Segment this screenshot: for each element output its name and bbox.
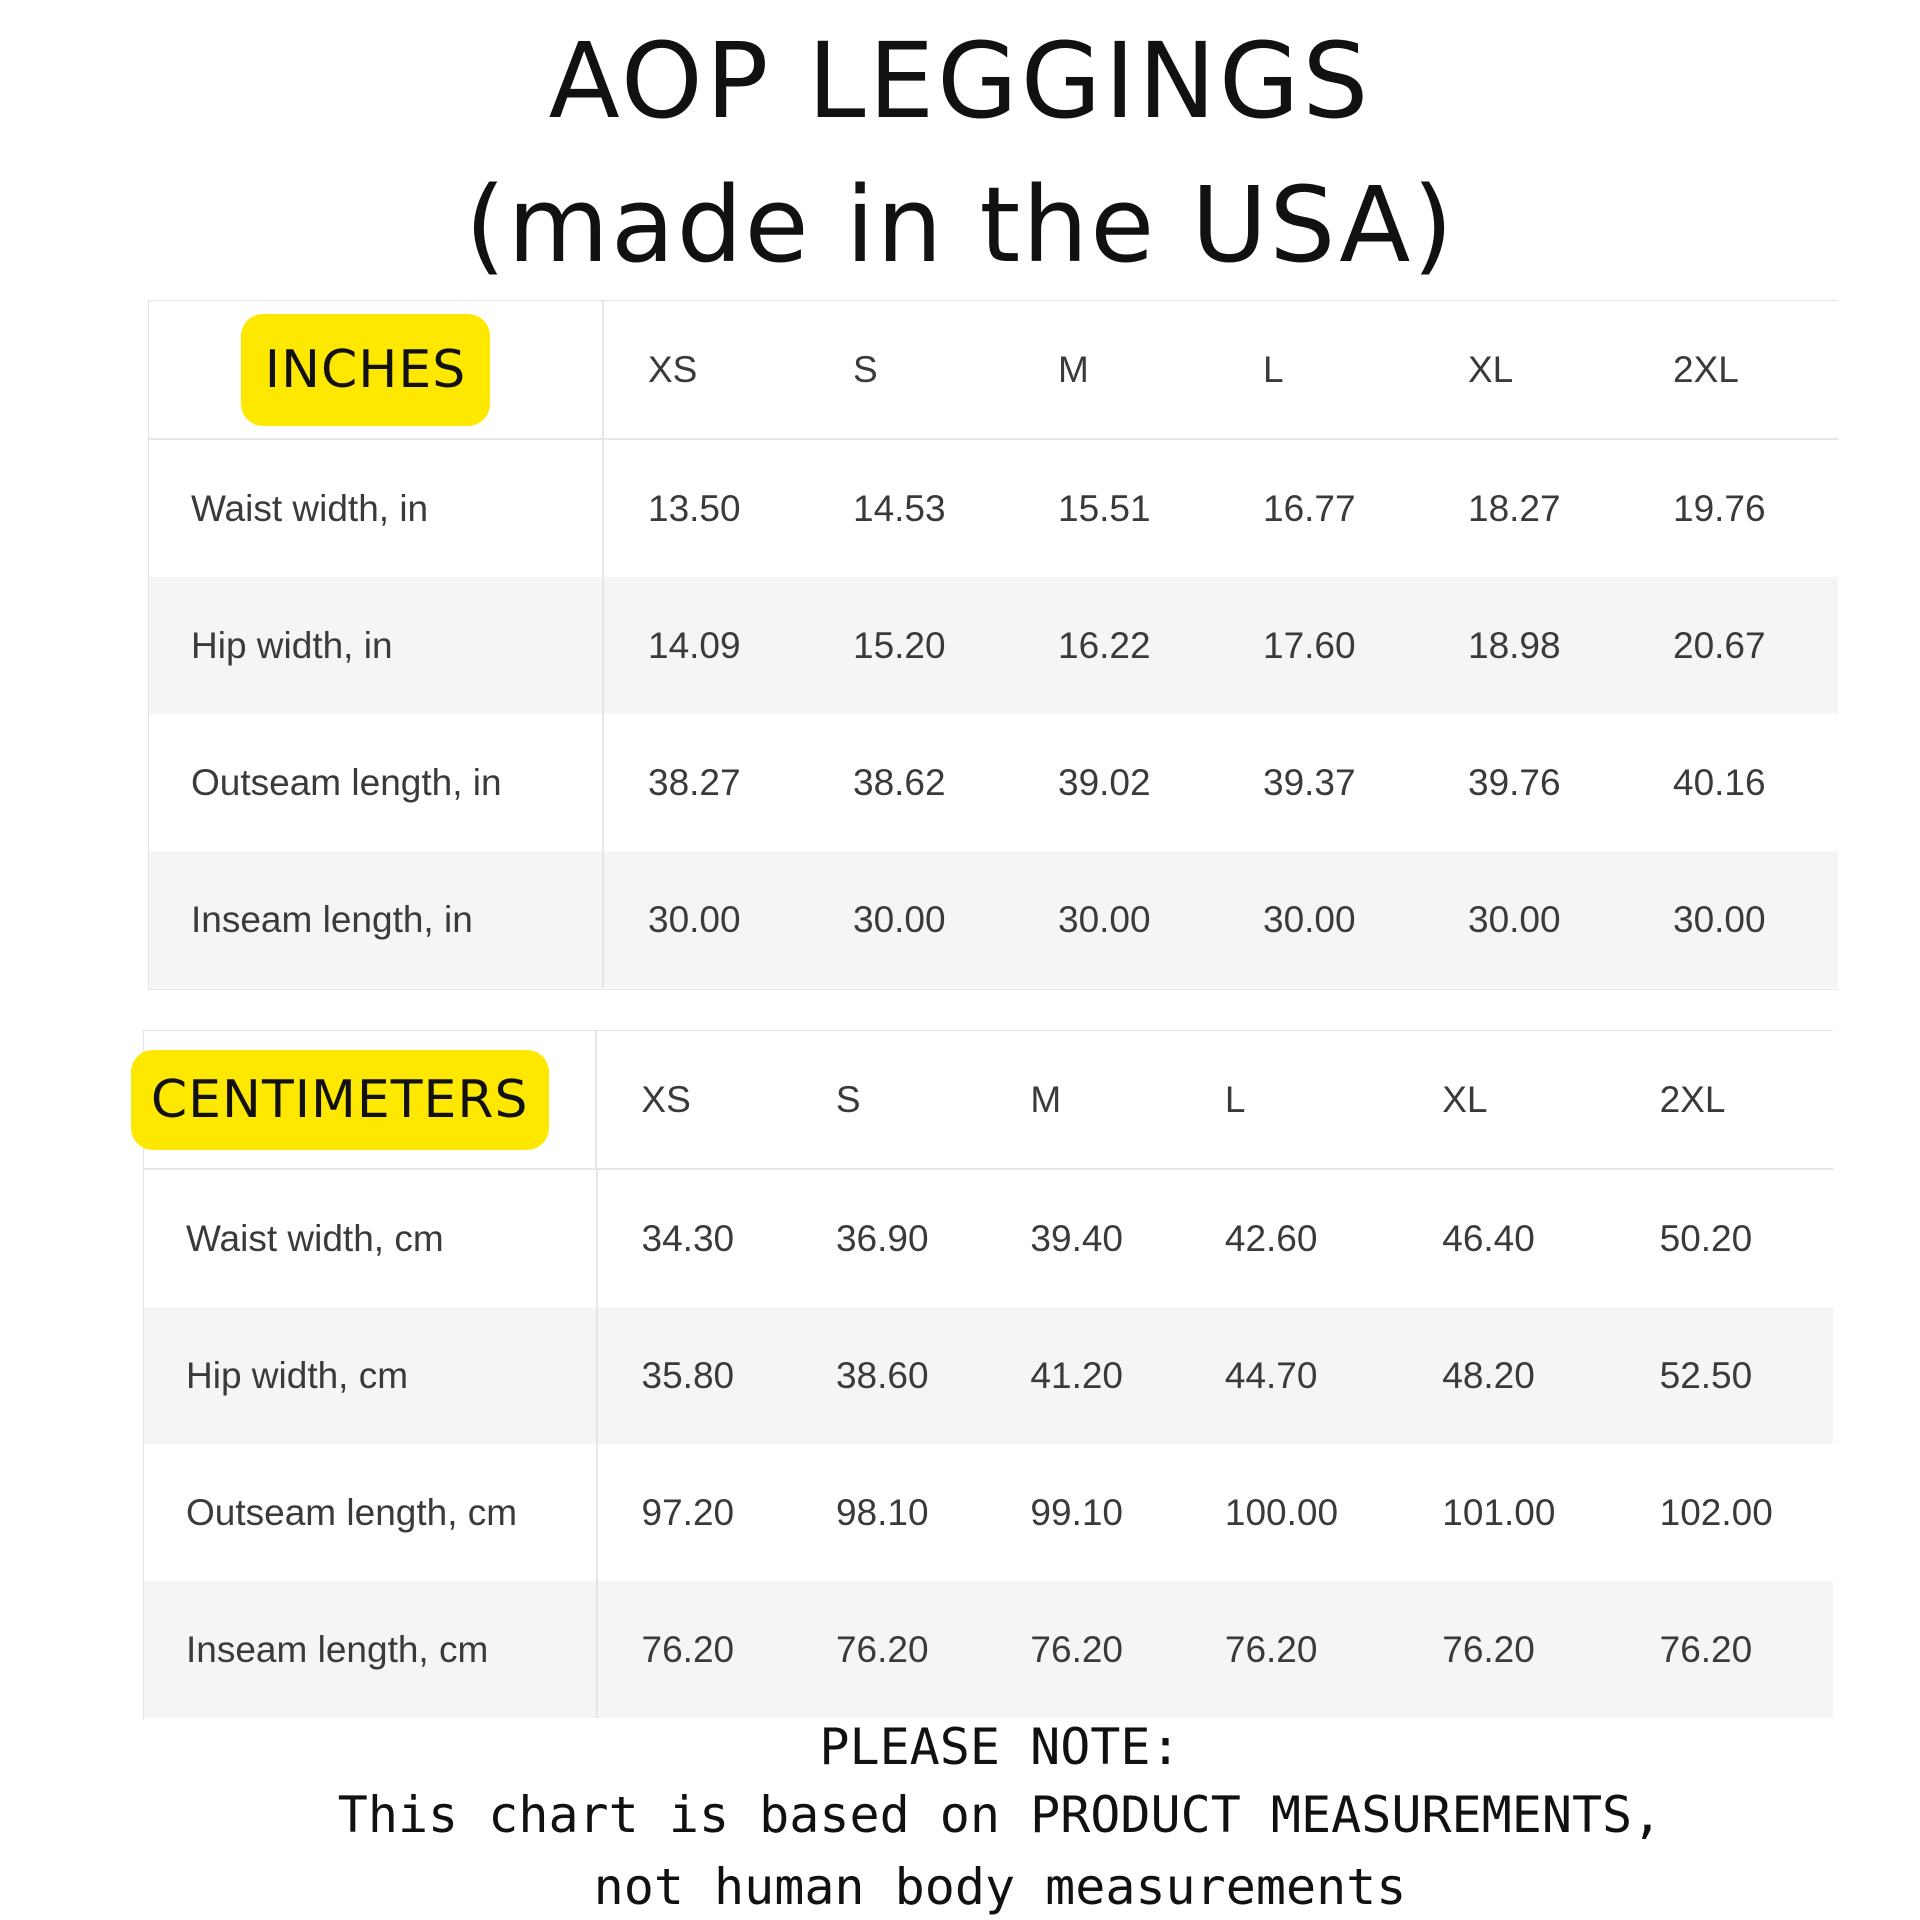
table-cell: 36.90 bbox=[835, 1217, 929, 1259]
table-cell: 38.60 bbox=[835, 1354, 929, 1396]
table-row bbox=[149, 714, 1838, 851]
table-cell: 97.20 bbox=[641, 1491, 735, 1533]
size-header-xs: XS bbox=[641, 1078, 691, 1120]
size-header-xl: XL bbox=[1468, 348, 1514, 390]
size-header-2xl: 2XL bbox=[1673, 348, 1739, 390]
size-header-l: L bbox=[1263, 348, 1284, 390]
table-cell: 15.51 bbox=[1058, 487, 1151, 529]
inches-badge: INCHES bbox=[241, 314, 491, 426]
table-row bbox=[149, 440, 1838, 577]
table-cell: 99.10 bbox=[1030, 1491, 1124, 1533]
size-header-l: L bbox=[1224, 1078, 1246, 1120]
table-cell: 42.60 bbox=[1224, 1217, 1318, 1259]
table-cell: 76.20 bbox=[1442, 1628, 1535, 1670]
row-label: Waist width, cm bbox=[144, 1170, 598, 1307]
row-label: Outseam length, in bbox=[149, 714, 604, 851]
table-cell: 76.20 bbox=[1030, 1628, 1124, 1670]
table-cell: 50.20 bbox=[1659, 1217, 1753, 1259]
row-label: Waist width, in bbox=[149, 440, 604, 577]
table-cell: 76.20 bbox=[641, 1628, 735, 1670]
table-cell: 18.27 bbox=[1468, 487, 1561, 529]
page-title: AOP LEGGINGS bbox=[548, 20, 1372, 142]
table-cell: 76.20 bbox=[835, 1628, 929, 1670]
table-cell: 30.00 bbox=[648, 898, 741, 940]
table-cell: 48.20 bbox=[1442, 1354, 1535, 1396]
size-header-xl: XL bbox=[1442, 1078, 1488, 1120]
table-row bbox=[144, 1581, 1833, 1718]
unit-cell bbox=[144, 1031, 597, 1168]
table-header-row bbox=[144, 1031, 1833, 1170]
size-header-m: M bbox=[1058, 348, 1089, 390]
table-cell: 38.27 bbox=[648, 761, 741, 803]
table-row bbox=[144, 1307, 1833, 1444]
table-cell: 41.20 bbox=[1030, 1354, 1124, 1396]
table-cell: 17.60 bbox=[1263, 624, 1356, 666]
row-label: Inseam length, cm bbox=[144, 1581, 598, 1718]
table-cell: 46.40 bbox=[1442, 1217, 1535, 1259]
inches-size-table bbox=[148, 300, 1838, 990]
note-line-1: This chart is based on PRODUCT MEASUREMENTS, bbox=[337, 1786, 1663, 1844]
size-header-xs: XS bbox=[648, 348, 698, 390]
table-cell: 30.00 bbox=[853, 898, 946, 940]
table-cell: 14.09 bbox=[648, 624, 741, 666]
table-cell: 30.00 bbox=[1468, 898, 1561, 940]
table-cell: 101.00 bbox=[1442, 1491, 1556, 1533]
table-cell: 19.76 bbox=[1673, 487, 1766, 529]
centimeters-size-table bbox=[143, 1030, 1833, 1720]
table-cell: 18.98 bbox=[1468, 624, 1561, 666]
centimeters-badge: CENTIMETERS bbox=[131, 1050, 549, 1150]
size-header-s: S bbox=[835, 1078, 861, 1120]
table-cell: 39.37 bbox=[1263, 761, 1356, 803]
table-cell: 16.77 bbox=[1263, 487, 1356, 529]
row-label: Hip width, in bbox=[149, 577, 604, 714]
table-cell: 52.50 bbox=[1659, 1354, 1753, 1396]
table-cell: 35.80 bbox=[641, 1354, 735, 1396]
table-cell: 30.00 bbox=[1263, 898, 1356, 940]
table-cell: 30.00 bbox=[1058, 898, 1151, 940]
table-cell: 40.16 bbox=[1673, 761, 1766, 803]
note-heading: PLEASE NOTE: bbox=[819, 1718, 1181, 1776]
table-cell: 98.10 bbox=[835, 1491, 929, 1533]
table-row bbox=[149, 577, 1838, 714]
table-header-row bbox=[149, 301, 1838, 440]
table-row bbox=[144, 1444, 1833, 1581]
row-label: Outseam length, cm bbox=[144, 1444, 598, 1581]
size-header-2xl: 2XL bbox=[1659, 1078, 1726, 1120]
table-cell: 76.20 bbox=[1659, 1628, 1753, 1670]
table-cell: 38.62 bbox=[853, 761, 946, 803]
table-cell: 39.40 bbox=[1030, 1217, 1124, 1259]
note-line-2: not human body measurements bbox=[593, 1858, 1407, 1916]
unit-cell bbox=[149, 301, 604, 438]
table-cell: 39.76 bbox=[1468, 761, 1561, 803]
table-cell: 13.50 bbox=[648, 487, 741, 529]
table-cell: 16.22 bbox=[1058, 624, 1151, 666]
table-cell: 30.00 bbox=[1673, 898, 1766, 940]
size-header-s: S bbox=[853, 348, 878, 390]
table-row bbox=[149, 851, 1838, 988]
table-cell: 39.02 bbox=[1058, 761, 1151, 803]
table-row bbox=[144, 1170, 1833, 1307]
table-cell: 34.30 bbox=[641, 1217, 735, 1259]
table-cell: 102.00 bbox=[1659, 1491, 1773, 1533]
row-label: Hip width, cm bbox=[144, 1307, 598, 1444]
row-label: Inseam length, in bbox=[149, 851, 604, 988]
table-cell: 76.20 bbox=[1224, 1628, 1318, 1670]
table-cell: 100.00 bbox=[1224, 1491, 1339, 1533]
table-cell: 14.53 bbox=[853, 487, 946, 529]
table-cell: 20.67 bbox=[1673, 624, 1766, 666]
table-cell: 44.70 bbox=[1224, 1354, 1318, 1396]
table-cell: 15.20 bbox=[853, 624, 946, 666]
size-header-m: M bbox=[1030, 1078, 1062, 1120]
page-subtitle: (made in the USA) bbox=[464, 164, 1456, 286]
